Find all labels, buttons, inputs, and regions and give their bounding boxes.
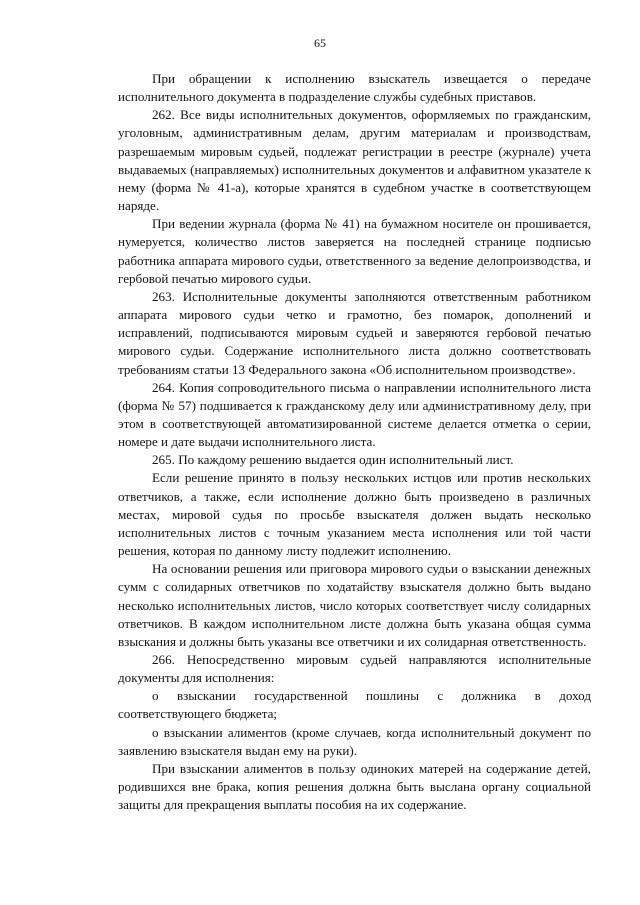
paragraph: На основании решения или приговора мирового судьи о взыскании денежных сумм с солидарных ответчиков по ходатайству взыскателя должно быть выдано несколько исполнительных листов, число которых соответствует числу солидарных ответчиков. В каждом исполнительном листе должна быть указана общая сумма взыскания и должны быть указаны все ответчики и их солидарная ответственность. xyxy=(118,561,591,649)
paragraph: 264. Копия сопроводительного письма о направлении исполнительного листа (форма № 57) подшивается к гражданскому делу или административному делу, при этом в соответствующей автоматизированной системе делается отметка о серии, номере и дате выдачи исполнительного листа. xyxy=(118,379,591,450)
page-number: 65 xyxy=(314,36,326,50)
paragraph: о взыскании государственной пошлины с должника в доход соответствующего бюджета; xyxy=(118,688,591,722)
paragraph: 266. Непосредственно мировым судьей направляются исполнительные документы для исполнения: xyxy=(118,652,591,686)
text-body xyxy=(118,70,591,814)
paragraph: о взыскании алиментов (кроме случаев, когда исполнительный документ по заявлению взыскателя выдан ему на руки). xyxy=(118,724,591,758)
paragraph: 262. Все виды исполнительных документов, оформляемых по гражданским, уголовным, административным делам, другим материалам и производствам, разрешаемым мировым судьей, подлежат регистрации в реестре (журнале) учета выдаваемых (направляемых) исполнительных документов и алфавитном указателе к нему (форма № 41-а), которые хранятся в судебном участке в соответствующем наряде. xyxy=(118,107,591,214)
paragraph: 263. Исполнительные документы заполняются ответственным работником аппарата мирового судьи четко и грамотно, без помарок, дополнений и исправлений, подписываются мировым судьей и заверяются гербовой печатью мирового судьи. Содержание исполнительного листа должно соответствовать требованиям статьи 13 Федерального закона «Об исполнительном производстве». xyxy=(118,288,591,377)
paragraph: 265. По каждому решению выдается один исполнительный лист. xyxy=(152,452,514,468)
paragraph: При взыскании алиментов в пользу одиноких матерей на содержание детей, родившихся вне брака, копия решения должна быть выслана органу социальной защиты для прекращения выплаты пособия на их содержание. xyxy=(118,760,591,813)
paragraph: При ведении журнала (форма № 41) на бумажном носителе он прошивается, нумеруется, количество листов заверяется на последней странице подписью работника аппарата мирового судьи, ответственного за ведение делопроизводства, и гербовой печатью мирового судьи. xyxy=(118,216,591,286)
paragraph: Если решение принято в пользу нескольких истцов или против нескольких ответчиков, а также, если исполнение должно быть произведено в различных местах, мировой судья по просьбе взыскателя должен выдать несколько исполнительных листов с точным указанием места исполнения или той части решения, которая по данному листу подлежит исполнению. xyxy=(118,470,591,559)
paragraph: При обращении к исполнению взыскатель извещается о передаче исполнительного документа в подразделение службы судебных приставов. xyxy=(118,71,591,105)
